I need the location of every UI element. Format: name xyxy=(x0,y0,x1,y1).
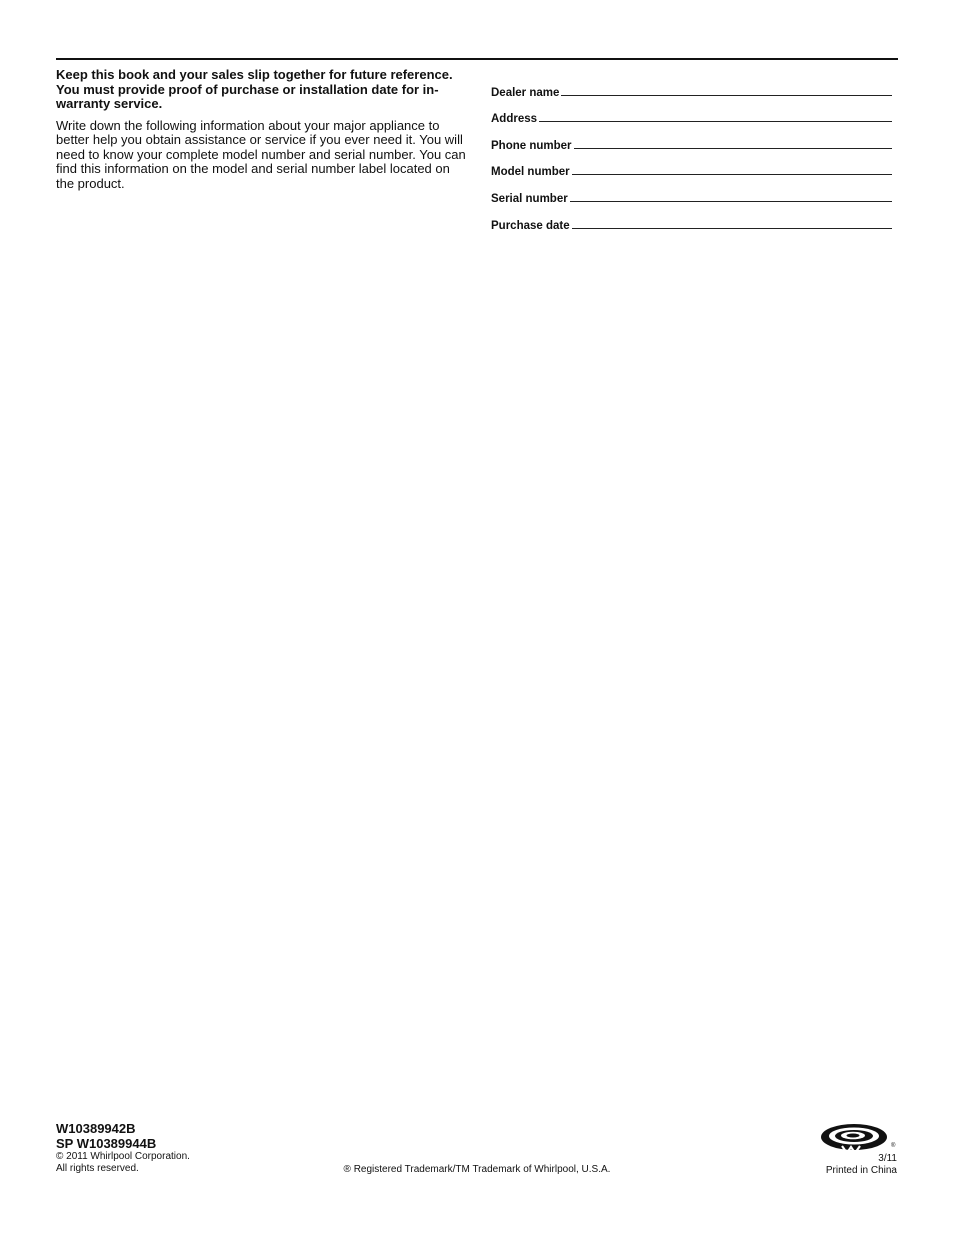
field-label: Serial number xyxy=(491,192,568,205)
field-label: Purchase date xyxy=(491,219,570,232)
registered-mark: ® xyxy=(891,1143,896,1149)
intro-bold-text: Keep this book and your sales slip together for future reference. You must provide proof of purchase or installation date for in-warranty service. xyxy=(56,67,453,111)
dealer-name-field xyxy=(491,72,892,99)
address-line[interactable] xyxy=(539,120,892,122)
intro-section xyxy=(56,68,468,191)
phone-number-line[interactable] xyxy=(574,147,892,149)
intro-body-text: Write down the following information about your major appliance to better help you obtain assistance or service if you ever need it. You will need to know your complete model number and serial number. You can find this information on the model and serial number label located on the product. xyxy=(56,117,466,191)
serial-number-line[interactable] xyxy=(570,200,892,202)
address-field xyxy=(491,99,892,126)
purchase-date-field xyxy=(491,205,892,232)
footer-print-info xyxy=(826,1153,897,1176)
sp-doc-number: SP W10389944B xyxy=(56,1135,157,1151)
top-rule xyxy=(56,58,898,60)
dealer-name-line[interactable] xyxy=(561,94,892,96)
field-label: Phone number xyxy=(491,139,572,152)
field-label: Address xyxy=(491,113,538,126)
print-date: 3/11 xyxy=(878,1153,897,1164)
trademark-notice: ® Registered Trademark/TM Trademark of Whirlpool, U.S.A. xyxy=(343,1164,611,1175)
field-label: Model number xyxy=(491,166,570,179)
printed-in: Printed in China xyxy=(825,1164,897,1176)
model-number-field xyxy=(491,152,892,179)
rights-reserved: All rights reserved. xyxy=(56,1162,139,1174)
owner-info-form xyxy=(491,72,892,232)
serial-number-field xyxy=(491,178,892,205)
field-label: Dealer name xyxy=(491,86,560,99)
doc-number: W10389942B xyxy=(56,1121,136,1136)
whirlpool-logo-icon xyxy=(820,1122,896,1156)
purchase-date-line[interactable] xyxy=(572,227,892,229)
model-number-line[interactable] xyxy=(572,173,892,175)
phone-number-field xyxy=(491,125,892,152)
copyright: © 2011 Whirlpool Corporation. xyxy=(56,1151,190,1162)
